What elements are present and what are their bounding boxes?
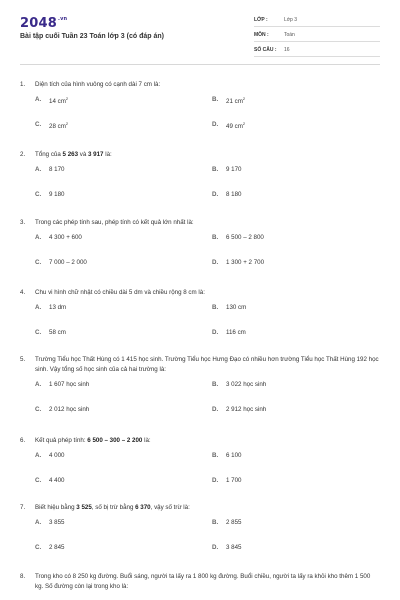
answer-option-d[interactable]	[212, 329, 246, 336]
question-text: Kết quả phép tính: 6 500 – 300 – 2 200 là:	[35, 437, 151, 444]
header-divider	[20, 64, 380, 65]
question-stem	[20, 503, 380, 513]
meta-value: Toán	[284, 32, 295, 38]
question-stem	[20, 218, 380, 228]
option-text: 13 dm	[49, 304, 67, 311]
option-letter: C.	[35, 191, 42, 198]
question-1	[20, 80, 380, 131]
answer-option-a[interactable]	[35, 304, 66, 311]
option-text: 2 012 học sinh	[49, 406, 90, 413]
question-8	[20, 572, 380, 591]
question-stem	[20, 436, 380, 446]
option-text: 58 cm	[49, 329, 66, 336]
worksheet-meta	[254, 14, 380, 59]
option-letter: D.	[212, 259, 219, 266]
meta-label: MÔN :	[254, 32, 269, 38]
meta-row-subject	[254, 29, 380, 42]
answer-option-d[interactable]	[212, 191, 241, 198]
option-text: 49 $cm^2$	[226, 121, 246, 131]
option-letter: B.	[212, 234, 219, 241]
question-text: Trong kho có 8 250 kg đường. Buổi sáng, người ta lấy ra 1 800 kg đường. Buổi chiều, người ta lấy ra khỏi kho thêm 1 500 kg. Số đường còn lại trong kho là:	[35, 573, 371, 590]
option-text: 8 170	[49, 166, 65, 173]
option-text: 2 855	[226, 519, 242, 526]
answer-option-b[interactable]	[212, 166, 241, 173]
option-text: 1 700	[226, 477, 242, 484]
option-letter: A.	[35, 234, 42, 241]
answer-option-a[interactable]	[35, 96, 68, 105]
option-text: 21 $cm^2$	[226, 96, 246, 106]
option-letter: D.	[212, 121, 219, 128]
option-letter: B.	[212, 381, 219, 388]
option-letter: C.	[35, 544, 42, 551]
question-number: 1.	[20, 81, 26, 88]
question-text: Chu vi hình chữ nhật có chiều dài 5 dm và chiều rộng 8 cm là:	[35, 289, 205, 296]
answer-option-b[interactable]	[212, 304, 246, 311]
question-text: Tổng của 5 263 và 3 917 là:	[35, 151, 112, 158]
answer-option-c[interactable]	[35, 329, 66, 336]
option-text: 9 180	[49, 191, 65, 198]
option-letter: A.	[35, 304, 42, 311]
option-text: 2 845	[49, 544, 65, 551]
answer-option-a[interactable]	[35, 452, 64, 459]
option-letter: C.	[35, 121, 42, 128]
answer-option-a[interactable]	[35, 166, 64, 173]
option-letter: C.	[35, 329, 42, 336]
option-letter: C.	[35, 477, 42, 484]
answer-option-b[interactable]	[212, 452, 241, 459]
question-stem	[20, 355, 380, 374]
question-2	[20, 150, 380, 198]
answer-option-d[interactable]	[212, 544, 241, 551]
option-letter: B.	[212, 452, 219, 459]
question-4	[20, 288, 380, 336]
meta-label: SỐ CÂU :	[254, 47, 277, 53]
answer-option-b[interactable]	[212, 381, 266, 388]
answer-option-b[interactable]	[212, 234, 264, 241]
option-letter: D.	[212, 329, 219, 336]
option-text: 14 $cm^2$	[49, 96, 69, 106]
worksheet-header	[0, 0, 400, 66]
option-letter: A.	[35, 166, 42, 173]
question-stem	[20, 572, 380, 591]
option-text: 9 170	[226, 166, 242, 173]
option-text: 3 855	[49, 519, 65, 526]
answer-option-b[interactable]	[212, 519, 241, 526]
question-3	[20, 218, 380, 266]
question-number: 3.	[20, 219, 26, 226]
option-letter: B.	[212, 304, 219, 311]
answer-option-d[interactable]	[212, 121, 245, 130]
option-letter: B.	[212, 96, 219, 103]
option-text: 4 400	[49, 477, 65, 484]
worksheet-title: Bài tập cuối Tuần 23 Toán lớp 3 (có đáp án)	[20, 33, 164, 40]
option-letter: A.	[35, 452, 42, 459]
option-letter: A.	[35, 96, 42, 103]
question-number: 7.	[20, 504, 26, 511]
question-5	[20, 355, 380, 413]
question-number: 8.	[20, 573, 26, 580]
answer-option-c[interactable]	[35, 477, 64, 484]
option-text: 8 180	[226, 191, 242, 198]
meta-label: LỚP :	[254, 17, 268, 23]
answer-option-c[interactable]	[35, 544, 64, 551]
option-letter: B.	[212, 519, 219, 526]
option-text: 1 300 + 2 700	[226, 259, 265, 266]
option-text: 6 500 – 2 800	[226, 234, 264, 241]
answer-option-d[interactable]	[212, 259, 264, 266]
answer-option-a[interactable]	[35, 519, 64, 526]
option-text: 4 000	[49, 452, 65, 459]
question-text: Biết hiệu bằng 3 525, số bị trừ bằng 6 370, vậy số trừ là:	[35, 504, 190, 511]
site-logo[interactable]: $2048^{.vn}$	[20, 16, 68, 31]
option-letter: D.	[212, 544, 219, 551]
option-letter: D.	[212, 191, 219, 198]
question-number: 2.	[20, 151, 26, 158]
option-text: 1 607 học sinh	[49, 381, 90, 388]
option-text: 7 000 – 2 000	[49, 259, 87, 266]
answer-option-d[interactable]	[212, 406, 266, 413]
option-letter: B.	[212, 166, 219, 173]
option-text: 2 912 học sinh	[226, 406, 267, 413]
option-letter: D.	[212, 406, 219, 413]
option-text: 4 300 + 600	[49, 234, 82, 241]
option-letter: D.	[212, 477, 219, 484]
option-letter: C.	[35, 259, 42, 266]
option-letter: A.	[35, 381, 42, 388]
answer-option-c[interactable]	[35, 121, 68, 130]
option-letter: C.	[35, 406, 42, 413]
option-text: 116 cm	[226, 329, 246, 336]
meta-value: Lớp 3	[284, 17, 298, 23]
question-7	[20, 503, 380, 551]
meta-row-count	[254, 44, 380, 57]
option-letter: A.	[35, 519, 42, 526]
question-stem	[20, 80, 380, 90]
question-number: 4.	[20, 289, 26, 296]
question-6	[20, 436, 380, 484]
answer-option-a[interactable]	[35, 381, 89, 388]
answer-option-a[interactable]	[35, 234, 82, 241]
option-text: 3 022 học sinh	[226, 381, 267, 388]
question-stem	[20, 288, 380, 298]
option-text: 28 $cm^2$	[49, 121, 69, 131]
question-number: 5.	[20, 356, 26, 363]
meta-value: 16	[284, 47, 290, 53]
question-text: Trường Tiểu học Thất Hùng có 1 415 học sinh. Trường Tiểu học Hưng Đạo có nhiều hơn trường Tiểu học Thất Hùng 192 học sinh. Vậy tổng số học sinh của cả hai trường là:	[35, 356, 379, 373]
question-number: 6.	[20, 437, 26, 444]
option-text: 130 cm	[226, 304, 247, 311]
meta-row-grade	[254, 14, 380, 27]
question-text: Diện tích của hình vuông có cạnh dài 7 cm là:	[35, 81, 161, 88]
question-text: Trong các phép tính sau, phép tính có kết quả lớn nhất là:	[35, 219, 194, 226]
answer-option-d[interactable]	[212, 477, 241, 484]
question-stem	[20, 150, 380, 160]
answer-option-c[interactable]	[35, 191, 64, 198]
option-text: 6 100	[226, 452, 242, 459]
answer-option-c[interactable]	[35, 406, 89, 413]
option-text: 3 845	[226, 544, 242, 551]
answer-option-b[interactable]	[212, 96, 245, 105]
answer-option-c[interactable]	[35, 259, 87, 266]
